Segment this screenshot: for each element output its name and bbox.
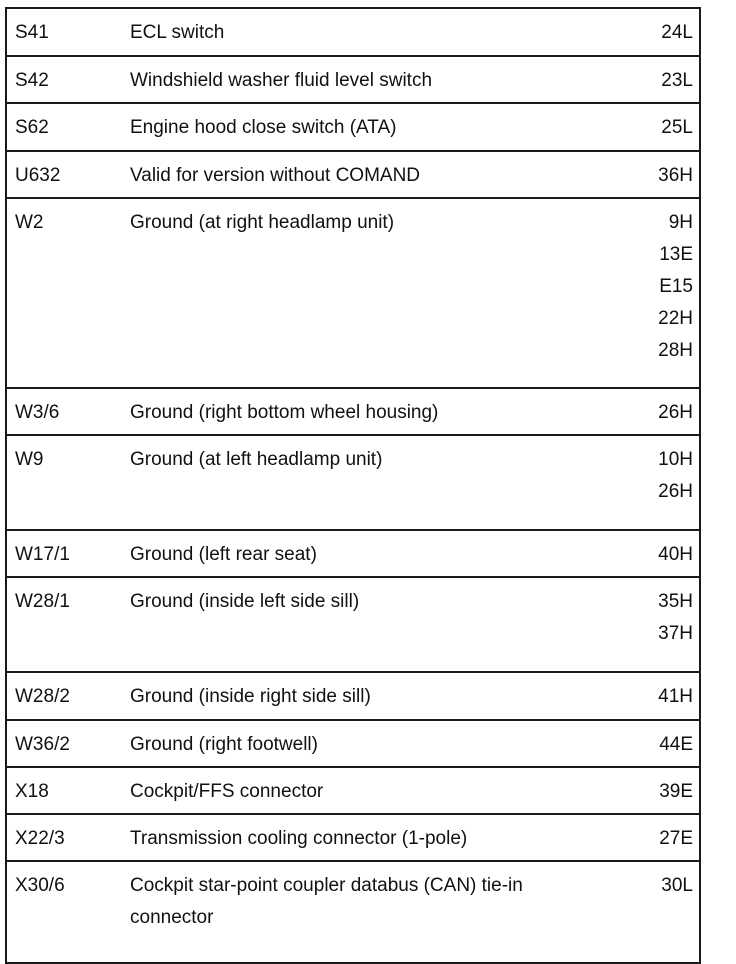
component-code: X18 (15, 781, 49, 802)
table-row (7, 104, 699, 152)
component-description: Ground (at left headlamp unit) (130, 449, 383, 470)
component-code: X22/3 (15, 828, 65, 849)
grid-location: 26H (658, 402, 693, 423)
location-list (658, 207, 693, 367)
component-description: Valid for version without COMAND (130, 165, 421, 186)
location-list (659, 729, 693, 761)
table-row (7, 531, 699, 578)
component-description: Ground (inside left side sill) (130, 591, 360, 612)
location-list (661, 17, 693, 49)
table-row (7, 9, 699, 57)
table-row (7, 57, 699, 104)
component-description: Engine hood close switch (ATA) (130, 117, 397, 138)
grid-location: 37H (658, 623, 693, 644)
component-code: W3/6 (15, 402, 60, 423)
location-list (658, 397, 693, 429)
component-code: W36/2 (15, 734, 70, 755)
table-row (7, 815, 699, 862)
grid-location: 25L (661, 117, 693, 138)
grid-location: 36H (658, 165, 693, 186)
component-code: S62 (15, 117, 49, 138)
component-code: U632 (15, 165, 61, 186)
component-description: Cockpit/FFS connector (130, 781, 324, 802)
location-list (659, 776, 693, 808)
component-description: Ground (inside right side sill) (130, 686, 371, 707)
component-description: Cockpit star-point coupler databus (CAN) tie-in connector (130, 875, 523, 928)
grid-location: 28H (658, 340, 693, 361)
grid-location: 13E (659, 244, 693, 265)
location-list (658, 539, 693, 571)
table-row (7, 578, 699, 673)
component-description: Ground (right bottom wheel housing) (130, 402, 439, 423)
component-code: W2 (15, 212, 44, 233)
location-list (658, 681, 693, 713)
component-description: ECL switch (130, 22, 225, 43)
table-row (7, 768, 699, 815)
component-code: W28/2 (15, 686, 70, 707)
grid-location: 22H (658, 308, 693, 329)
component-description: Ground (left rear seat) (130, 544, 317, 565)
component-code: S42 (15, 70, 49, 91)
table-row (7, 721, 699, 768)
grid-location: 39E (659, 781, 693, 802)
component-code: W28/1 (15, 591, 70, 612)
grid-location: 35H (658, 591, 693, 612)
table-row (7, 673, 699, 721)
component-description: Transmission cooling connector (1-pole) (130, 828, 468, 849)
component-location-table (5, 7, 701, 964)
location-list (661, 870, 693, 902)
table-row (7, 199, 699, 389)
grid-location: 44E (659, 734, 693, 755)
table-row (7, 389, 699, 436)
grid-location: 26H (658, 481, 693, 502)
grid-location: 40H (658, 544, 693, 565)
location-list (661, 112, 693, 144)
component-description: Ground (right footwell) (130, 734, 318, 755)
grid-location: 23L (661, 70, 693, 91)
location-list (658, 444, 693, 508)
location-list (658, 160, 693, 192)
table-row (7, 436, 699, 531)
location-list (659, 823, 693, 855)
grid-location: E15 (659, 276, 693, 297)
component-code: W17/1 (15, 544, 70, 565)
component-code: W9 (15, 449, 44, 470)
component-description: Ground (at right headlamp unit) (130, 212, 395, 233)
grid-location: 24L (661, 22, 693, 43)
component-code: S41 (15, 22, 49, 43)
grid-location: 9H (668, 212, 693, 233)
grid-location: 41H (658, 686, 693, 707)
component-code: X30/6 (15, 875, 65, 896)
grid-location: 30L (661, 875, 693, 896)
table-row (7, 152, 699, 199)
grid-location: 27E (659, 828, 693, 849)
grid-location: 10H (658, 449, 693, 470)
location-list (658, 586, 693, 650)
table-row (7, 862, 699, 962)
location-list (661, 65, 693, 97)
component-description: Windshield washer fluid level switch (130, 70, 433, 91)
